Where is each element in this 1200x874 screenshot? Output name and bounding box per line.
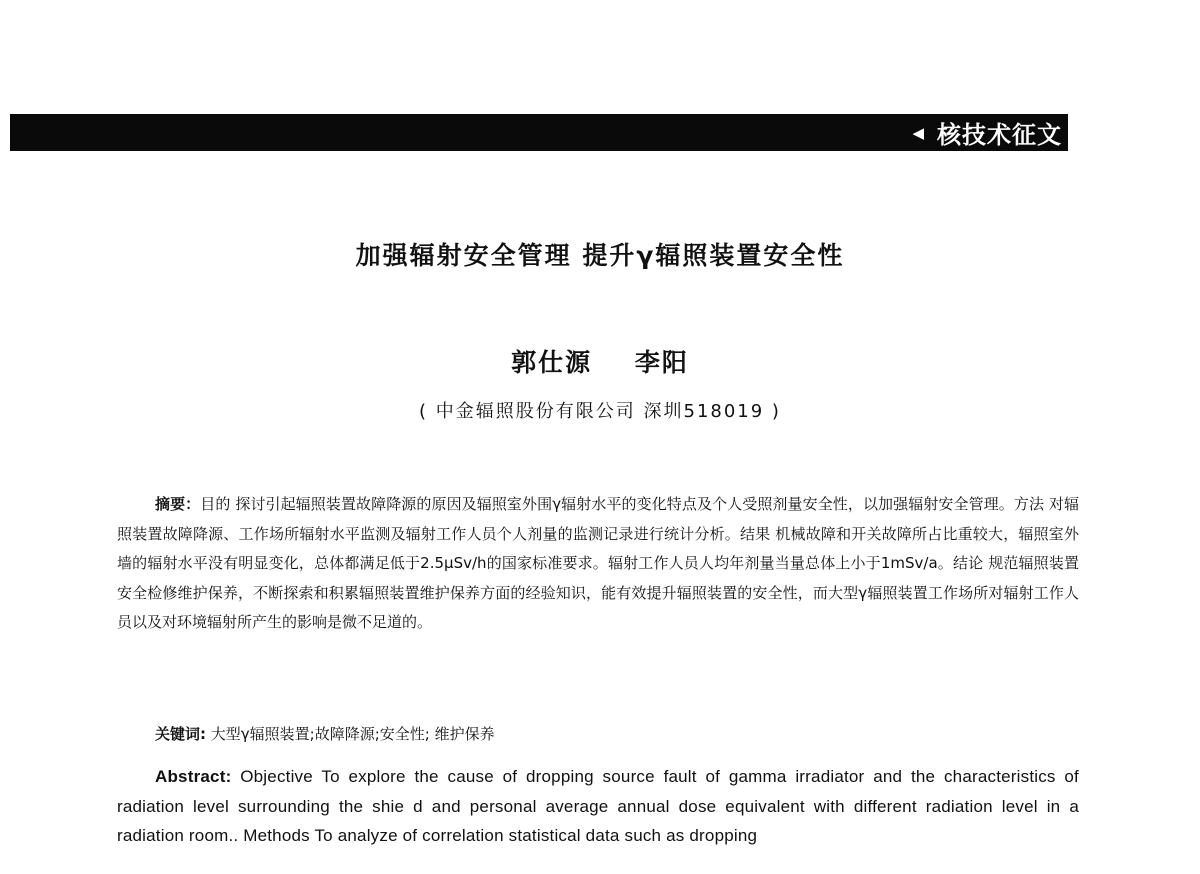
chinese-abstract xyxy=(117,490,1079,638)
section-label xyxy=(912,114,1068,151)
author-name: 李阳 xyxy=(634,348,689,377)
abstract-label: 摘要： xyxy=(155,495,201,513)
keywords-label: 关键词: xyxy=(155,725,206,743)
journal-section-bar xyxy=(10,114,1068,151)
keywords-text: 大型γ辐照装置;故障降源;安全性; 维护保养 xyxy=(210,725,495,743)
section-label-text: 核技术征文 xyxy=(937,121,1062,149)
article-title: 加强辐射安全管理 提升γ辐照装置安全性 xyxy=(355,241,845,270)
author-name: 郭仕源 xyxy=(511,348,593,377)
english-abstract xyxy=(117,762,1079,851)
english-abstract-label: Abstract: xyxy=(155,767,232,786)
abstract-text: 目的 探讨引起辐照装置故障降源的原因及辐照室外围γ辐射水平的变化特点及个人受照剂量安全性，以加强辐射安全管理。方法 对辐照装置故障降源、工作场所辐射水平监测及辐射工作人员个人剂量的监测记录进行统计分析。结果 机械故障和开关故障所占比重较大，辐照室外墙的辐射水平没有明显变化，总体都满足低于2.5μSv/h的国家标准要求。辐射工作人员人均年剂量当量总体上小于1mSv/a。结论 规范辐照装置安全检修维护保养，不断探索和积累辐照装置维护保养方面的经验知识，能有效提升辐照装置的安全性，而大型γ辐照装置工作场所对辐射工作人员以及对环境辐射所产生的影响是微不足道的。 xyxy=(117,495,1079,632)
keywords xyxy=(155,720,1075,749)
author-affiliation: ( 中金辐照股份有限公司 深圳518019 ) xyxy=(419,401,781,422)
english-abstract-text: Objective To explore the cause of dropping source fault of gamma irradiator and the characteristics of radiation level surrounding the shie d and personal average annual dose equivalent with different radiation level in a radiation room.. Methods To analyze of correlation statistical data such as dropping xyxy=(117,767,1079,845)
author-list xyxy=(0,343,1200,379)
triangle-left-icon: ◀ xyxy=(912,123,925,142)
